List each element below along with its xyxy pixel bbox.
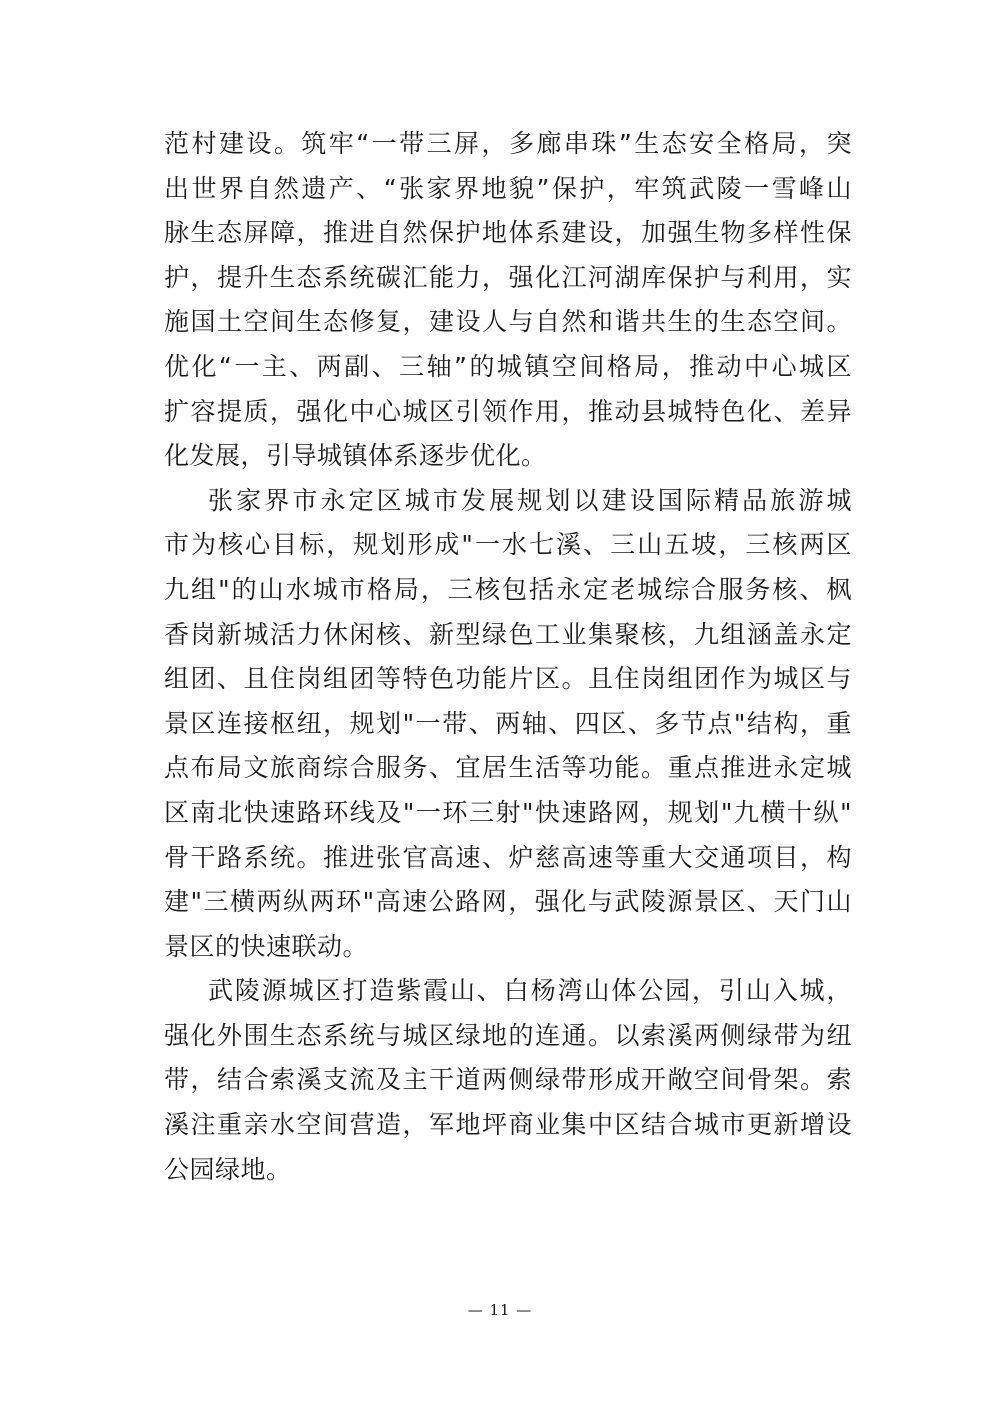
text-line: 九组"的山水城市格局，三核包括永定老城综合服务核、枫 xyxy=(164,574,852,604)
text-line: 强化外围生态系统与城区绿地的连通。以索溪两侧绿带为纽 xyxy=(164,1020,852,1050)
text-line: 组团、且住岗组团等特色功能片区。且住岗组团作为城区与 xyxy=(164,664,852,694)
text-line: 带，结合索溪支流及主干道两侧绿带形成开敞空间骨架。索 xyxy=(164,1065,852,1095)
text-line: 范村建设。筑牢“一带三屏，多廊串珠”生态安全格局，突 xyxy=(164,129,852,158)
text-line: 优化“一主、两副、三轴”的城镇空间格局，推动中心城区 xyxy=(164,351,852,381)
page-number: — 11 — xyxy=(467,1301,533,1319)
text-line: 张家界市永定区城市发展规划以建设国际精品旅游城 xyxy=(208,485,852,515)
text-line: 出世界自然遗产、“张家界地貌”保护，牢筑武陵一雪峰山 xyxy=(164,173,852,203)
body-text xyxy=(164,122,852,1192)
text-line: 公园绿地。 xyxy=(164,1154,292,1184)
text-line: 区南北快速路环线及"一环三射"快速路网，规划"九横十纵" xyxy=(164,797,852,827)
text-line: 建"三横两纵两环"高速公路网，强化与武陵源景区、天门山 xyxy=(164,887,852,917)
paragraph-3 xyxy=(164,969,852,1192)
text-line: 施国土空间生态修复，建设人与自然和谐共生的生态空间。 xyxy=(164,307,852,337)
paragraph-2 xyxy=(164,479,852,970)
text-line: 护，提升生态系统碳汇能力，强化江河湖库保护与利用，实 xyxy=(164,262,852,292)
text-line: 武陵源城区打造紫霞山、白杨湾山体公园，引山入城， xyxy=(208,976,852,1006)
text-line: 骨干路系统。推进张官高速、炉慈高速等重大交通项目，构 xyxy=(164,842,852,872)
text-line: 扩容提质，强化中心城区引领作用，推动县城特色化、差异 xyxy=(164,396,852,426)
text-line: 香岗新城活力休闲核、新型绿色工业集聚核，九组涵盖永定 xyxy=(164,619,852,649)
text-line: 溪注重亲水空间营造，军地坪商业集中区结合城市更新增设 xyxy=(164,1110,852,1140)
text-line: 化发展，引导城镇体系逐步优化。 xyxy=(164,441,547,471)
text-line: 脉生态屏障，推进自然保护地体系建设，加强生物多样性保 xyxy=(164,218,852,248)
paragraph-1 xyxy=(164,122,852,479)
text-line: 市为核心目标，规划形成"一水七溪、三山五坡，三核两区 xyxy=(164,530,852,560)
text-line: 景区连接枢纽，规划"一带、两轴、四区、多节点"结构，重 xyxy=(164,708,852,738)
text-line: 景区的快速联动。 xyxy=(164,931,369,961)
text-line: 点布局文旅商综合服务、宜居生活等功能。重点推进永定城 xyxy=(164,753,852,783)
